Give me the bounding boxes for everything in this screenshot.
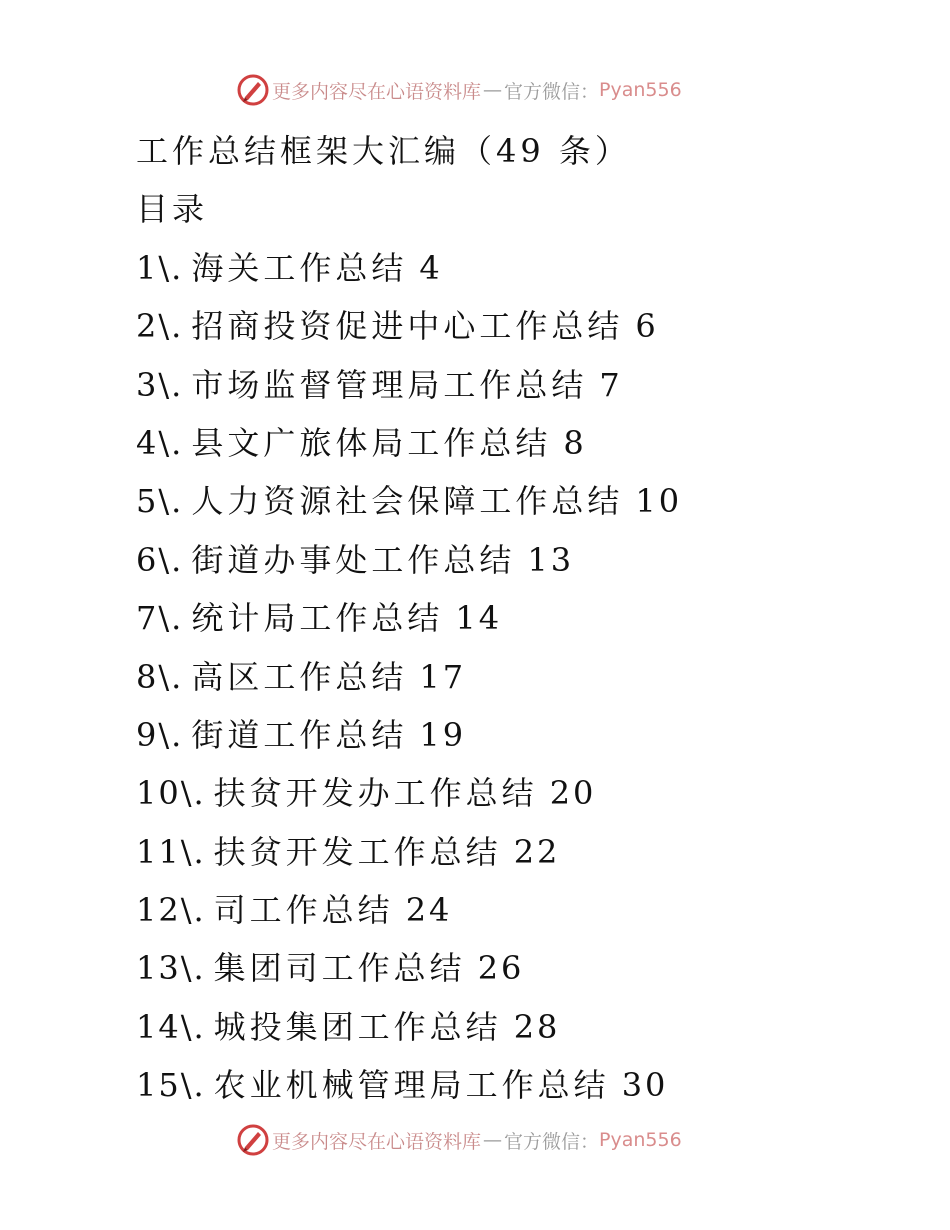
toc-item-num: 3\. bbox=[136, 365, 184, 404]
toc-item-title: 街道工作总结 bbox=[191, 715, 408, 754]
toc-item[interactable] bbox=[136, 531, 916, 589]
toc-item-title: 海关工作总结 bbox=[191, 248, 408, 287]
toc-item-page: 26 bbox=[477, 949, 525, 988]
toc-item[interactable] bbox=[136, 297, 916, 355]
toc-item-num: 12\. bbox=[136, 891, 206, 930]
document-title: 工作总结框架大汇编（49 条） bbox=[136, 132, 631, 170]
brush-pen-logo-icon bbox=[236, 73, 270, 107]
toc-item[interactable] bbox=[136, 881, 916, 939]
toc-item-num: 8\. bbox=[136, 657, 184, 696]
toc-list bbox=[136, 239, 916, 1115]
toc-item-page: 14 bbox=[455, 599, 503, 638]
toc-item-page: 4 bbox=[419, 248, 443, 287]
toc-item-num: 7\. bbox=[136, 599, 184, 638]
toc-item-page: 30 bbox=[621, 1066, 669, 1105]
toc-item-title: 县文广旅体局工作总结 bbox=[191, 423, 552, 462]
toc-item[interactable] bbox=[136, 939, 916, 997]
toc-item-title: 市场监督管理局工作总结 bbox=[191, 365, 588, 404]
toc-item-num: 2\. bbox=[136, 307, 184, 346]
toc-item-title: 街道办事处工作总结 bbox=[191, 540, 516, 579]
toc-item[interactable] bbox=[136, 706, 916, 764]
footer-banner bbox=[236, 1122, 716, 1158]
toc-item[interactable] bbox=[136, 589, 916, 647]
toc-item-num: 13\. bbox=[136, 949, 206, 988]
toc-item-title: 司工作总结 bbox=[213, 891, 394, 930]
toc-item-title: 统计局工作总结 bbox=[191, 599, 444, 638]
banner-dash: — bbox=[483, 79, 503, 101]
toc-item-num: 1\. bbox=[136, 248, 184, 287]
toc-item-title: 城投集团工作总结 bbox=[213, 1007, 502, 1046]
toc-item-title: 高区工作总结 bbox=[191, 657, 408, 696]
toc-item-num: 9\. bbox=[136, 715, 184, 754]
banner-slogan: 更多内容尽在心语资料库 bbox=[272, 80, 482, 103]
toc-item[interactable] bbox=[136, 414, 916, 472]
toc-item-num: 10\. bbox=[136, 774, 206, 813]
toc-item-page: 22 bbox=[513, 832, 561, 871]
toc-item-title: 农业机械管理局工作总结 bbox=[213, 1066, 610, 1105]
toc-item-page: 10 bbox=[635, 482, 683, 521]
brush-pen-logo-icon bbox=[236, 1123, 270, 1157]
toc-item[interactable] bbox=[136, 472, 916, 530]
banner-slogan: 更多内容尽在心语资料库 bbox=[272, 1130, 482, 1153]
toc-item-page: 20 bbox=[549, 774, 597, 813]
toc-item-page: 6 bbox=[635, 307, 659, 346]
toc-item-page: 28 bbox=[513, 1007, 561, 1046]
header-banner bbox=[236, 72, 716, 108]
banner-wechat-id: Pyan556 bbox=[599, 79, 682, 101]
toc-item[interactable] bbox=[136, 764, 916, 822]
toc-item-title: 集团司工作总结 bbox=[213, 949, 466, 988]
toc-item-page: 24 bbox=[405, 891, 453, 930]
toc-item-num: 6\. bbox=[136, 540, 184, 579]
toc-item-num: 5\. bbox=[136, 482, 184, 521]
toc-item-page: 13 bbox=[527, 540, 575, 579]
toc-item-num: 15\. bbox=[136, 1066, 206, 1105]
toc-item-page: 8 bbox=[563, 423, 587, 462]
toc-item-page: 19 bbox=[419, 715, 467, 754]
toc-item-num: 4\. bbox=[136, 423, 184, 462]
toc-item[interactable] bbox=[136, 998, 916, 1056]
toc-item[interactable] bbox=[136, 823, 916, 881]
banner-official-label: 官方微信： bbox=[504, 80, 600, 103]
document-body bbox=[136, 122, 916, 1115]
toc-item[interactable] bbox=[136, 239, 916, 297]
toc-item-page: 17 bbox=[419, 657, 467, 696]
toc-item-title: 扶贫开发办工作总结 bbox=[213, 774, 538, 813]
toc-heading: 目录 bbox=[136, 190, 209, 229]
toc-item-title: 人力资源社会保障工作总结 bbox=[191, 482, 624, 521]
toc-item-title: 招商投资促进中心工作总结 bbox=[191, 307, 624, 346]
toc-item-title: 扶贫开发工作总结 bbox=[213, 832, 502, 871]
banner-official-label: 官方微信： bbox=[504, 1130, 600, 1153]
toc-item-num: 14\. bbox=[136, 1007, 206, 1046]
toc-item[interactable] bbox=[136, 356, 916, 414]
toc-item-page: 7 bbox=[599, 365, 623, 404]
toc-item[interactable] bbox=[136, 648, 916, 706]
toc-item[interactable] bbox=[136, 1056, 916, 1114]
banner-wechat-id: Pyan556 bbox=[599, 1129, 682, 1151]
banner-dash: — bbox=[483, 1129, 503, 1151]
toc-item-num: 11\. bbox=[136, 832, 206, 871]
